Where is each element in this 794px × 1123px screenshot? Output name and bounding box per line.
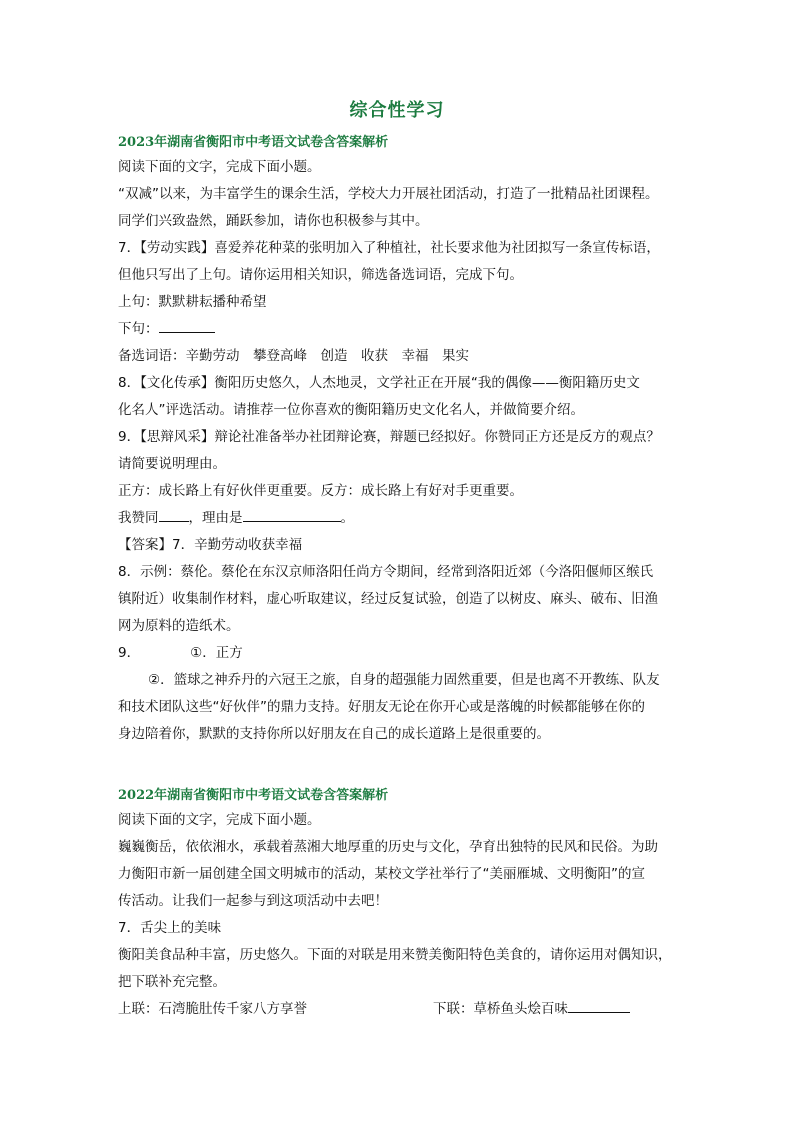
question-7-line: 把下联补充完整。 xyxy=(118,974,226,990)
answer-9-first: ①．正方 xyxy=(190,645,243,661)
question-7-line: 但他只写出了上句。请你运用相关知识，筛选备选词语，完成下句。 xyxy=(118,267,523,283)
page-title: 综合性学习 xyxy=(349,100,445,121)
intro-2022: 阅读下面的文字，完成下面小题。 xyxy=(118,812,321,828)
q7-lower-label: 下句： xyxy=(118,321,159,337)
answer-blank xyxy=(159,318,215,333)
answer-9-number: 9． xyxy=(118,645,141,661)
answer-8-line: 网为原料的造纸术。 xyxy=(118,618,240,634)
passage-line: 力衡阳市新一届创建全国文明城市的活动，某校文学社举行了“美丽雁城、文明衡阳”的宣 xyxy=(118,866,645,882)
q7-lower-line xyxy=(118,316,688,343)
passage-line: 巍巍衡岳，依依湘水，承载着蒸湘大地厚重的历史与文化，孕育出独特的民风和民俗。为助 xyxy=(118,839,658,855)
answer-blank xyxy=(568,998,630,1013)
answer-8-line: 8．示例：蔡伦。蔡伦在东汉京师洛阳任尚方令期间，经常到洛阳近郊（今洛阳偃师区缑氏 xyxy=(118,564,654,580)
answer-9-part2-line: 和技术团队这些“好伙伴”的鼎力支持。好朋友无论在你开心或是落魄的时候都能够在你的 xyxy=(118,699,645,715)
q7-upper-line: 上句：默默耕耘播种希望 xyxy=(118,294,267,310)
answer-blank xyxy=(243,507,341,522)
q9-agree-text: 我赞同 xyxy=(118,510,159,526)
answer-9-part2-line: 身边陪着你，默默的支持你所以好朋友在自己的成长道路上是很重要的。 xyxy=(118,726,550,742)
intro-2023: 阅读下面的文字，完成下面小题。 xyxy=(118,159,321,175)
section-2022 xyxy=(118,785,688,1023)
section-2023 xyxy=(118,132,688,748)
question-8-line: 8．【文化传承】衡阳历史悠久，人杰地灵，文学社正在开展“我的偶像——衡阳籍历史文 xyxy=(118,375,640,391)
q7-options: 备选词语：辛勤劳动 攀登高峰 创造 收获 幸福 果实 xyxy=(118,348,469,364)
question-7-line: 7．【劳动实践】喜爱养花种菜的张明加入了种植社，社长要求他为社团拟写一条宣传标语， xyxy=(118,240,660,256)
answer-label: 【答案】7．辛勤劳动收获幸福 xyxy=(118,537,303,553)
question-9-line: 9．【思辩风采】辩论社准备举办社团辩论赛，辩题已经拟好。你赞同正方还是反方的观点？ xyxy=(118,429,660,445)
answer-blank xyxy=(159,507,189,522)
couplet-row xyxy=(118,996,630,1023)
answer-9-part2-line: ②．篮球之神乔丹的六冠王之旅，自身的超强能力固然重要，但是也离不开教练、队友 xyxy=(148,672,660,688)
answer-8-line: 镇附近）收集制作材料，虚心听取建议，经过反复试验，创造了以树皮、麻头、破布、旧渔 xyxy=(118,591,658,607)
section-title-2023: 2023年湖南省衡阳市中考语文试卷含答案解析 xyxy=(118,135,389,150)
q9-sides: 正方：成长路上有好伙伴更重要。反方：成长路上有好对手更重要。 xyxy=(118,483,523,499)
question-7-line: 衡阳美食品种丰富，历史悠久。下面的对联是用来赞美衡阳特色美食的，请你运用对偶知识， xyxy=(118,947,672,963)
couplet-upper: 上联：石湾脆肚传千家八方享誉 xyxy=(118,1001,307,1017)
couplet-lower-wrap xyxy=(433,996,630,1023)
question-9-line: 请简要说明理由。 xyxy=(118,456,226,472)
passage-line: 同学们兴致盎然，踊跃参加，请你也积极参与其中。 xyxy=(118,213,429,229)
q9-end-text: 。 xyxy=(340,510,354,526)
section-title-2022: 2022年湖南省衡阳市中考语文试卷含答案解析 xyxy=(118,788,389,803)
passage-line: “双减”以来，为丰富学生的课余生活，学校大力开展社团活动，打造了一批精品社团课程。 xyxy=(118,186,659,202)
q9-reason-text: ，理由是 xyxy=(188,510,243,526)
answer-9-part1 xyxy=(118,640,688,667)
question-8-line: 化名人”评选活动。请推荐一位你喜欢的衡阳籍历史文化名人，并做简要介绍。 xyxy=(118,402,584,418)
passage-line: 传活动。让我们一起参与到这项活动中去吧！ xyxy=(118,893,388,909)
question-7-title: 7．舌尖上的美味 xyxy=(118,920,222,936)
q9-agree-line xyxy=(118,505,688,532)
couplet-lower: 下联：草桥鱼头烩百味 xyxy=(433,1001,568,1017)
